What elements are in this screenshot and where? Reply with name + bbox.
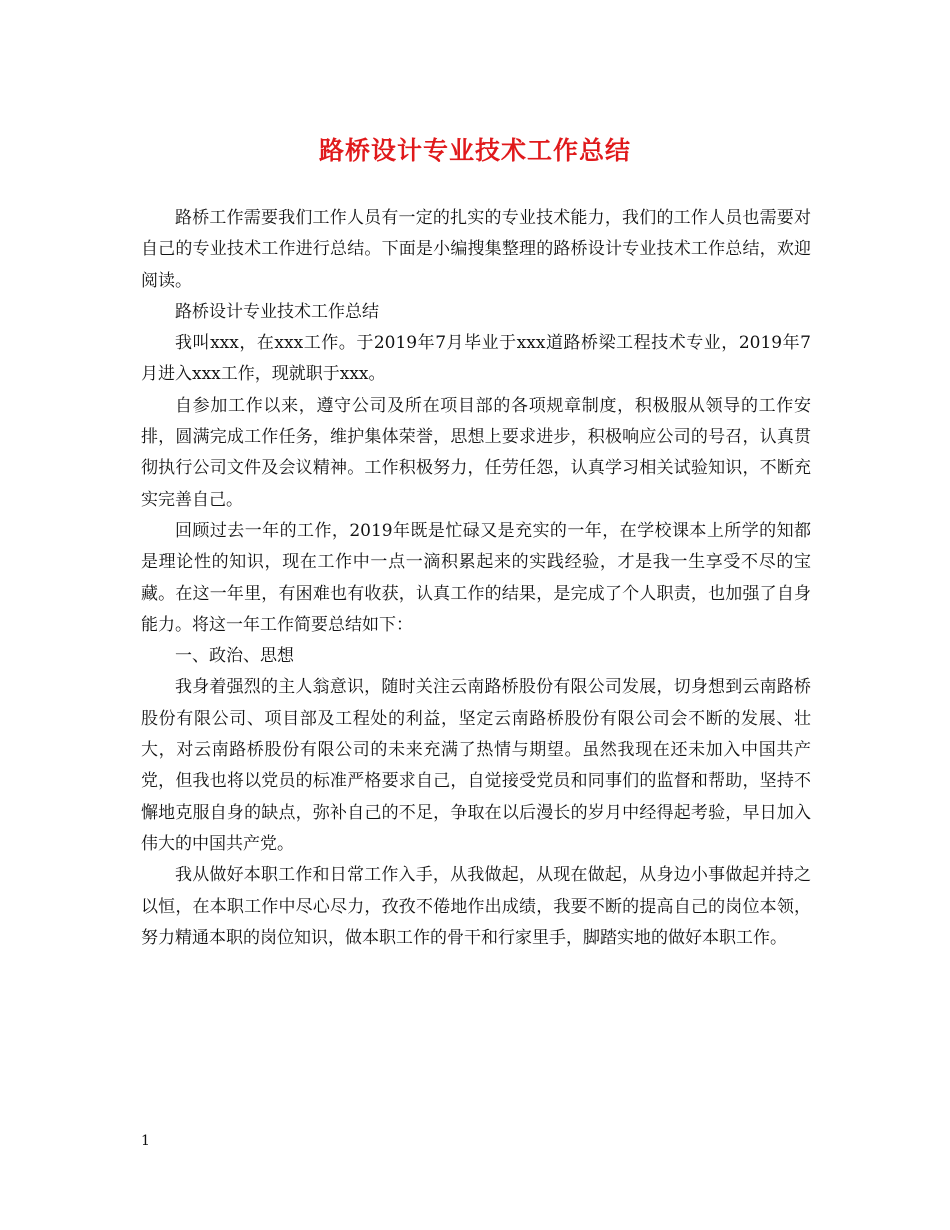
page-number: 1 <box>141 1133 150 1149</box>
paragraph-intro: 路桥工作需要我们工作人员有一定的扎实的专业技术能力，我们的工作人员也需要对自己的专业技术工作进行总结。下面是小编搜集整理的路桥设计专业技术工作总结，欢迎阅读。 <box>141 208 811 291</box>
paragraph-politics: 我身着强烈的主人翁意识，随时关注云南路桥股份有限公司发展，切身想到云南路桥股份有限公司、项目部及工程处的利益，坚定云南路桥股份有限公司会不断的发展、壮大，对云南路桥股份有限公司的未来充满了热情与期望。虽然我现在还未加入中国共产党，但我也将以党员的标准严格要求自己，自觉接受党员和同事们的监督和帮助，坚持不懈地克服自身的缺点，弥补自己的不足，争取在以后漫长的岁月中经得起考验，早日加入伟大的中国共产党。 <box>141 677 811 854</box>
paragraph-subtitle: 路桥设计专业技术工作总结 <box>175 301 379 322</box>
section-heading-politics: 一、政治、思想 <box>175 646 294 667</box>
document-body <box>141 203 811 954</box>
paragraph-work-attitude: 自参加工作以来，遵守公司及所在项目部的各项规章制度，积极服从领导的工作安排，圆满完成工作任务，维护集体荣誉，思想上要求进步，积极响应公司的号召，认真贯彻执行公司文件及会议精神。工作积极努力，任劳任怨，认真学习相关试验知识，不断充实完善自己。 <box>141 395 811 510</box>
document-title: 路桥设计专业技术工作总结 <box>318 136 631 165</box>
paragraph-year-review: 回顾过去一年的工作，2019年既是忙碌又是充实的一年，在学校课本上所学的知都是理论性的知识，现在工作中一点一滴积累起来的实践经验，才是我一生享受不尽的宝藏。在这一年里，有困难也有收获，认真工作的结果，是完成了个人职责，也加强了自身能力。将这一年工作简要总结如下： <box>141 520 811 635</box>
paragraph-duties: 我从做好本职工作和日常工作入手，从我做起，从现在做起，从身边小事做起并持之以恒，在本职工作中尽心尽力，孜孜不倦地作出成绩，我要不断的提高自己的岗位本领，努力精通本职的岗位知识，做本职工作的骨干和行家里手，脚踏实地的做好本职工作。 <box>141 865 811 948</box>
paragraph-self-introduction: 我叫xxx，在xxx工作。于2019年7月毕业于xxx道路桥梁工程技术专业，2019年7月进入xxx工作，现就职于xxx。 <box>141 333 811 385</box>
